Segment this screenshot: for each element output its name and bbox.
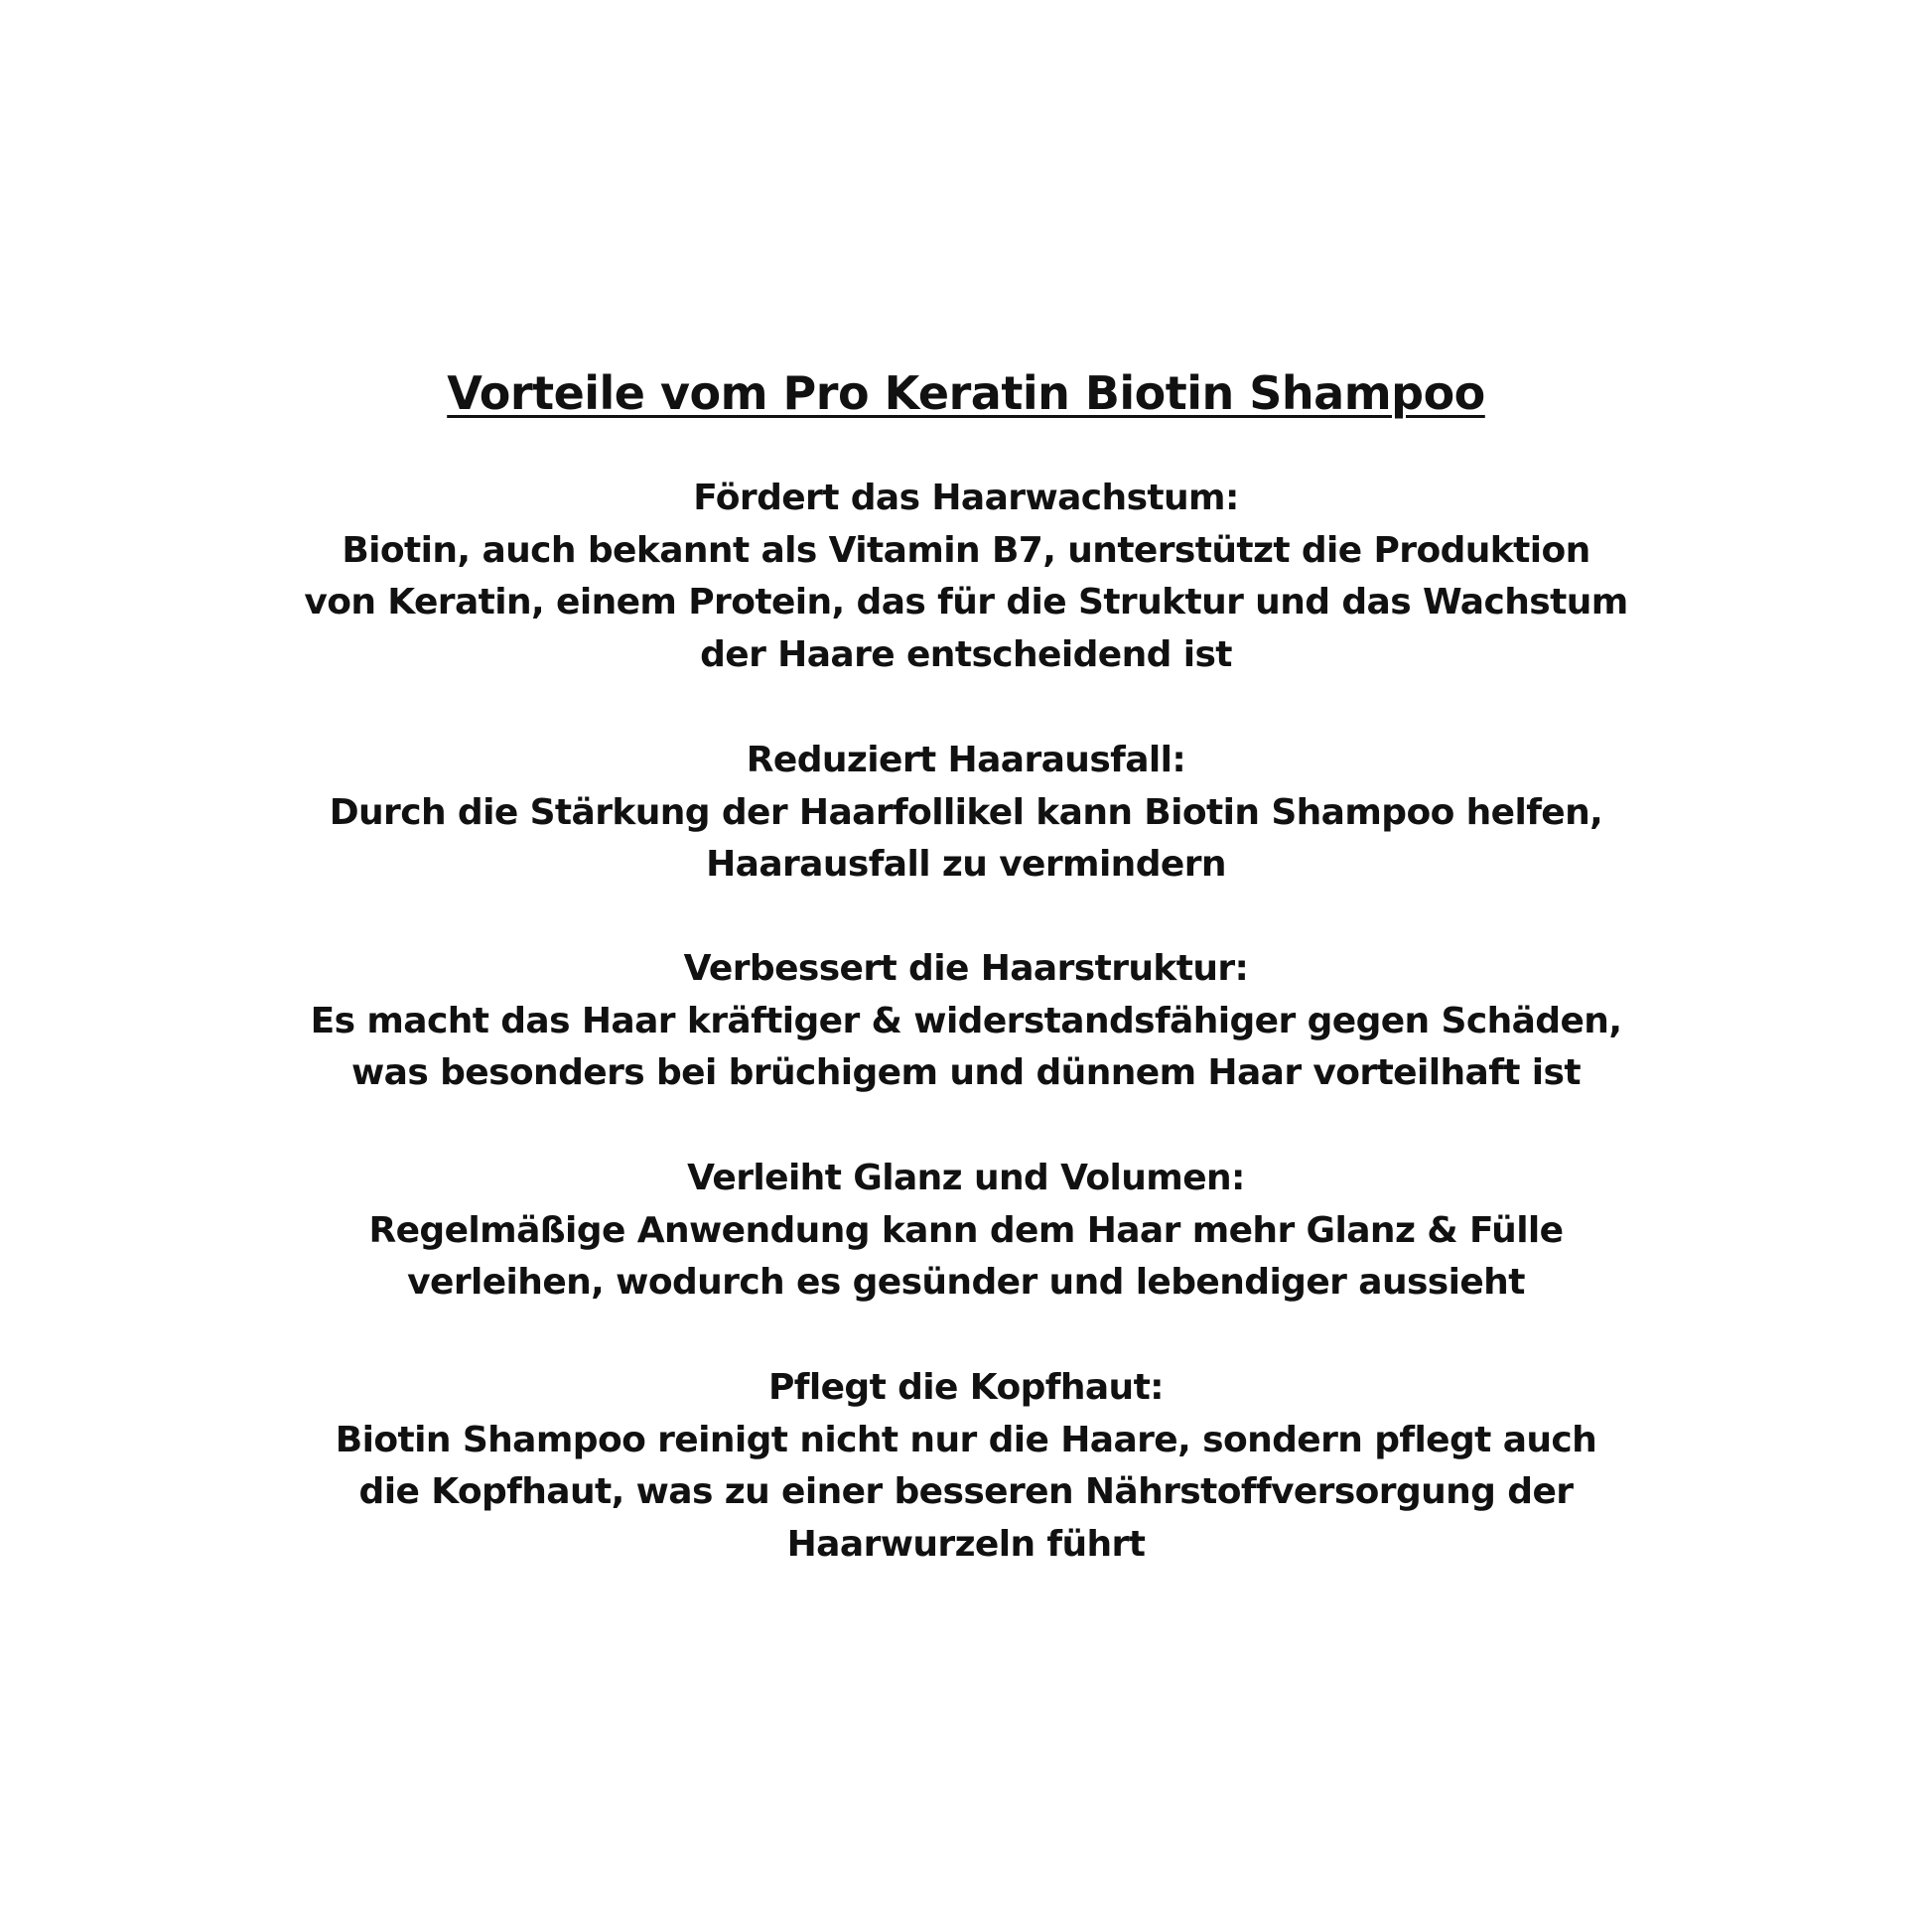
section-text-line: verleihen, wodurch es gesünder und lebendiger aussieht [407, 1262, 1525, 1303]
section-text-line: Regelmäßige Anwendung kann dem Haar mehr Glanz & Fülle [368, 1209, 1564, 1251]
section-heading: Verleiht Glanz und Volumen: [687, 1158, 1245, 1198]
section-heading: Reduziert Haarausfall: [746, 740, 1186, 780]
section-text-line: Biotin, auch bekannt als Vitamin B7, unterstützt die Produktion [342, 529, 1590, 571]
section-text-line: die Kopfhaut, was zu einer besseren Nährstoffversorgung der [358, 1471, 1574, 1512]
section-text-line: Biotin Shampoo reinigt nicht nur die Haare, sondern pflegt auch [335, 1419, 1597, 1460]
section-heading: Pflegt die Kopfhaut: [768, 1367, 1164, 1408]
section-text-line: Es macht das Haar kräftiger & widerstandsfähiger gegen Schäden, [310, 1000, 1622, 1041]
benefit-section-hair-loss [0, 735, 1932, 892]
section-text-line: Haarwurzeln führt [786, 1523, 1146, 1565]
section-text-line: Durch die Stärkung der Haarfollikel kann Biotin Shampoo helfen, [329, 791, 1603, 833]
benefit-section-shine-volume [0, 1153, 1932, 1310]
section-text-line: von Keratin, einem Protein, das für die Struktur und das Wachstum [304, 582, 1628, 622]
benefit-section-hair-structure [0, 943, 1932, 1100]
benefit-section-hair-growth [0, 473, 1932, 681]
section-heading: Verbessert die Haarstruktur: [683, 948, 1249, 989]
section-text-line: was besonders bei brüchigem und dünnem Haar vorteilhaft ist [351, 1052, 1581, 1093]
section-text-line: Haarausfall zu vermindern [706, 844, 1226, 885]
section-text-line: der Haare entscheidend ist [700, 633, 1232, 675]
page-title: Vorteile vom Pro Keratin Biotin Shampoo [447, 366, 1485, 420]
section-heading: Fördert das Haarwachstum: [693, 478, 1239, 518]
benefit-section-scalp-care [0, 1362, 1932, 1571]
